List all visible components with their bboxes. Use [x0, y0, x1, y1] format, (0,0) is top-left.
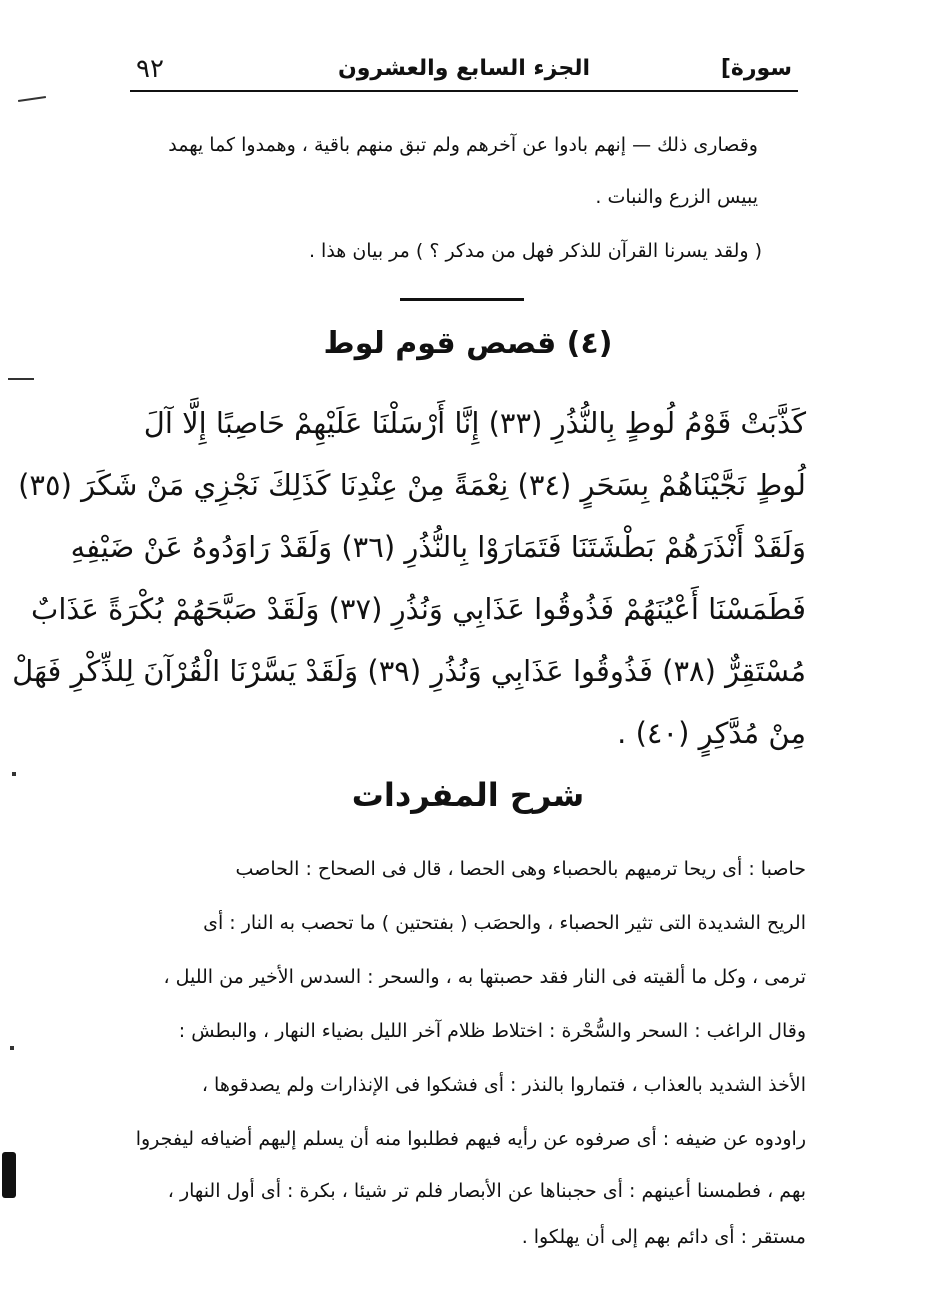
glossary-line: بهم ، فطمسنا أعينهم : أى حجبناها عن الأبصار فلم تر شيئا ، بكرة : أى أول النهار ،	[167, 1180, 806, 1202]
glossary-line: ترمى ، وكل ما ألقيته فى النار فقد حصبتها به ، والسحر : السدس الأخير من الليل ،	[163, 966, 806, 988]
intro-line: يبيس الزرع والنبات .	[595, 186, 758, 208]
verse-line: مُسْتَقِرٌّ (٣٨) فَذُوقُوا عَذَابِي وَنُذُرِ (٣٩) وَلَقَدْ يَسَّرْنَا الْقُرْآنَ لِلذِّكْرِ فَهَلْ	[12, 654, 806, 688]
glossary-heading: شرح المفردات	[351, 776, 585, 814]
scan-speck	[12, 772, 16, 776]
section-heading: (٤) قصص قوم لوط	[323, 326, 613, 361]
binding-shadow	[2, 1152, 16, 1198]
glossary-line: الأخذ الشديد بالعذاب ، فتماروا بالنذر : أى فشكوا فى الإنذارات ولم يصدقوها ،	[201, 1074, 806, 1096]
page-number: ٩٢	[136, 54, 164, 84]
glossary-line: مستقر : أى دائم بهم إلى أن يهلكوا .	[521, 1226, 806, 1248]
section-divider	[400, 298, 524, 301]
verse-line: لُوطٍ نَجَّيْنَاهُمْ بِسَحَرٍ (٣٤) نِعْمَةً مِنْ عِنْدِنَا كَذَلِكَ نَجْزِي مَنْ شَكَرَ (٣٥)	[18, 468, 806, 502]
verse-line: فَطَمَسْنَا أَعْيُنَهُمْ فَذُوقُوا عَذَابِي وَنُذُرِ (٣٧) وَلَقَدْ صَبَّحَهُمْ بُكْرَةً عَذَابٌ	[31, 592, 806, 626]
intro-line: ( ولقد يسرنا القرآن للذكر فهل من مدكر ؟ ) مر بيان هذا .	[308, 240, 762, 262]
glossary-line: الريح الشديدة التى تثير الحصباء ، والحصَب ( بفتحتين ) ما تحصب به النار : أى	[203, 912, 806, 934]
scan-speck	[8, 378, 34, 380]
glossary-line: راودوه عن ضيفه : أى صرفوه عن رأيه فيهم فطلبوا منه أن يسلم إليهم أضيافه ليفجروا	[135, 1128, 806, 1150]
scan-speck	[10, 1046, 14, 1050]
glossary-line: حاصبا : أى ريحا ترميهم بالحصباء وهى الحصا ، قال فى الصحاح : الحاصب	[235, 858, 806, 880]
scan-speck	[18, 96, 46, 102]
verse-line: وَلَقَدْ أَنْذَرَهُمْ بَطْشَتَنَا فَتَمَارَوْا بِالنُّذُرِ (٣٦) وَلَقَدْ رَاوَدُوهُ عَنْ ضَيْفِهِ	[70, 530, 806, 564]
surah-label: [سورة	[720, 56, 792, 81]
page-header	[130, 50, 798, 92]
intro-line: وقصارى ذلك — إنهم بادوا عن آخرهم ولم تبق منهم باقية ، وهمدوا كما يهمد	[168, 134, 758, 156]
verse-line: كَذَّبَتْ قَوْمُ لُوطٍ بِالنُّذُرِ (٣٣) إِنَّا أَرْسَلْنَا عَلَيْهِمْ حَاصِبًا إِلَّا آلَ	[143, 406, 806, 440]
glossary-line: وقال الراغب : السحر والسُّحْرة : اختلاط ظلام آخر الليل بضياء النهار ، والبطش :	[178, 1020, 806, 1042]
verse-line: مِنْ مُدَّكِرٍ (٤٠) .	[617, 716, 806, 750]
running-title: الجزء السابع والعشرون	[337, 56, 591, 81]
